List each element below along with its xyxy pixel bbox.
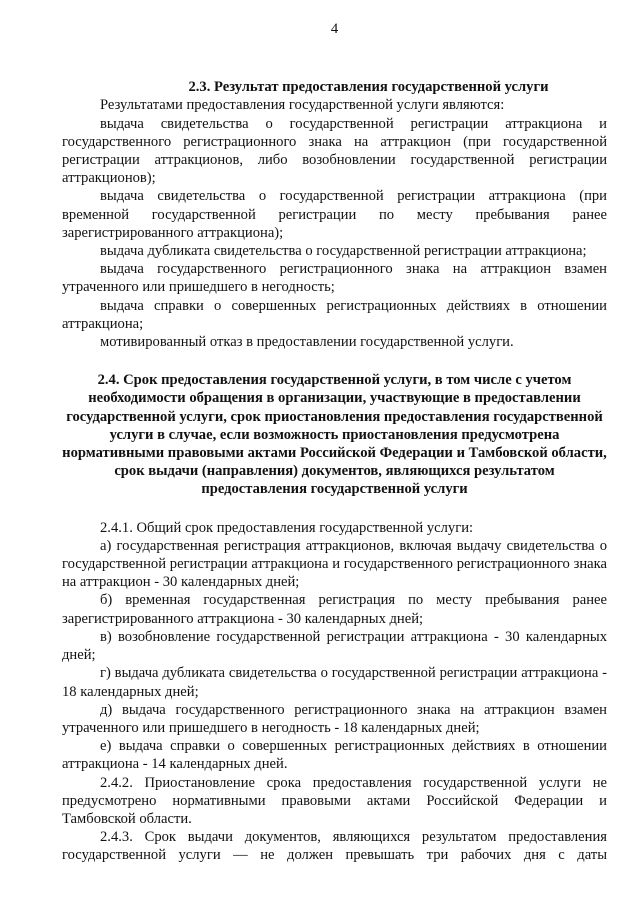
paragraph: д) выдача государственного регистрационного знака на аттракцион взамен утраченного или пришедшего в негодность - 18 календарных дней;	[62, 701, 607, 736]
section-2-3	[62, 78, 607, 351]
section-2-4	[62, 371, 607, 864]
section-2-3-heading: 2.3. Результат предоставления государственной услуги	[188, 79, 549, 96]
page-number: 4	[330, 21, 339, 37]
paragraph: выдача свидетельства о государственной регистрации аттракциона и государственного регистрационного знака на аттракцион (при государственной регистрации аттракционов, либо возобновлении государственной регистрации аттракционов);	[62, 115, 607, 187]
paragraph: выдача государственного регистрационного знака на аттракцион взамен утраченного или пришедшего в негодность;	[62, 261, 607, 296]
paragraph: мотивированный отказ в предоставлении государственной услуги.	[100, 334, 514, 351]
paragraph: а) государственная регистрация аттракционов, включая выдачу свидетельства о государственной регистрации аттракциона и государственного регистрационного знака на аттракцион - 30 календарных дней;	[62, 537, 607, 591]
paragraph: Результатами предоставления государственной услуги являются:	[100, 97, 505, 114]
paragraph: 2.4.3. Срок выдачи документов, являющихся результатом предоставления государственной услуги — не должен превышать три рабочих дня с даты	[62, 829, 607, 864]
paragraph: б) временная государственная регистрация по месту пребывания ранее зарегистрированного аттракциона - 30 календарных дней;	[62, 592, 607, 627]
document-page	[62, 20, 607, 865]
paragraph: выдача свидетельства о государственной регистрации аттракциона (при временной государственной регистрации по месту пребывания ранее зарегистрированного аттракциона);	[62, 188, 607, 241]
paragraph: е) выдача справки о совершенных регистрационных действиях в отношении аттракциона - 14 календарных дней.	[62, 738, 607, 773]
paragraph: выдача справки о совершенных регистрационных действиях в отношении аттракциона;	[62, 297, 607, 332]
paragraph: выдача дубликата свидетельства о государственной регистрации аттракциона;	[100, 243, 587, 260]
paragraph: г) выдача дубликата свидетельства о государственной регистрации аттракциона - 18 календарных дней;	[62, 665, 607, 700]
paragraph: в) возобновление государственной регистрации аттракциона - 30 календарных дней;	[62, 628, 607, 664]
paragraph: 2.4.2. Приостановление срока предоставления государственной услуги не предусмотрено нормативными правовыми актами Российской Федерации и Тамбовской области.	[62, 774, 607, 827]
paragraph: 2.4.1. Общий срок предоставления государственной услуги:	[100, 519, 474, 536]
section-2-4-heading: 2.4. Срок предоставления государственной услуги, в том числе с учетом необходимости обращения в организации, участвующие в предоставлении государственной услуги, срок приостановления предоставления государственной услуги в случае, если возможность приостановления предусмотрена нормативными правовыми актами Российской Федерации и Тамбовской области, срок выдачи (направления) документов, являющихся результатом предоставления государственной услуги	[62, 372, 607, 498]
